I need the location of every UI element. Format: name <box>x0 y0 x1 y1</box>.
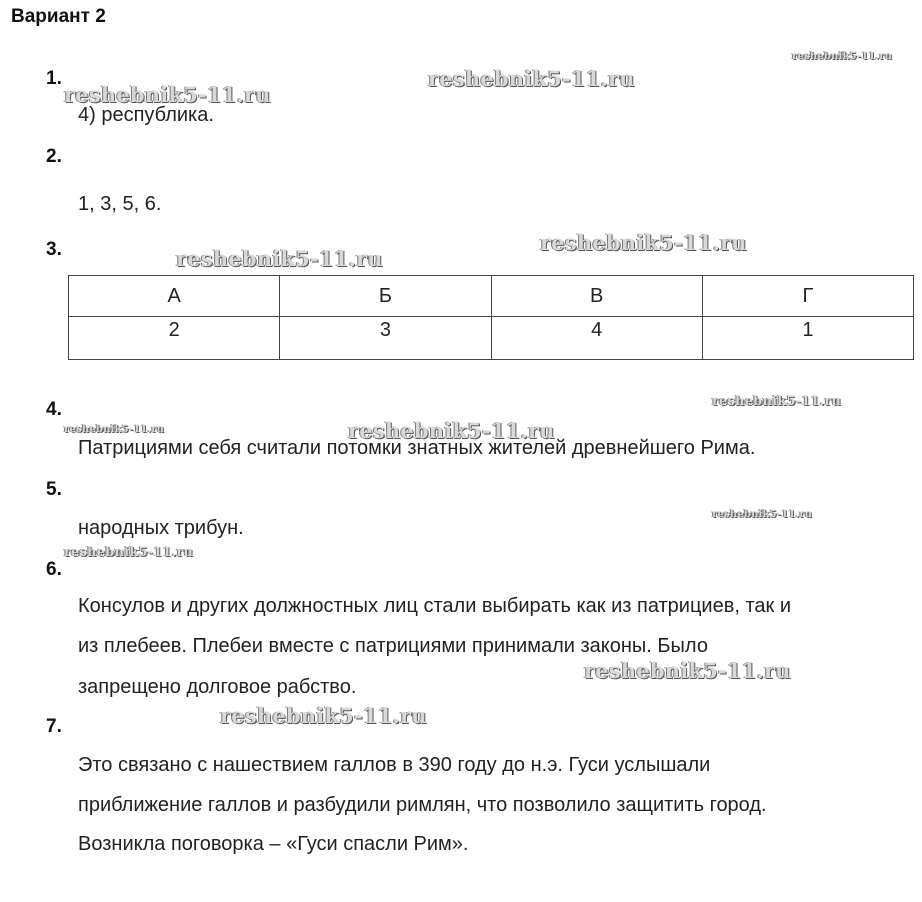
question-1-answer: 4) республика. <box>78 104 214 126</box>
question-7-answer-line: Возникла поговорка – «Гуси спасли Рим». <box>78 833 469 855</box>
answer-table <box>68 275 914 360</box>
question-5-answer: народных трибун. <box>78 517 244 539</box>
watermark: reshebnik5-11.ru <box>64 424 165 435</box>
watermark: reshebnik5-11.ru <box>712 509 813 520</box>
table-cell: 1 <box>702 317 913 360</box>
table-header-cell: В <box>491 276 702 317</box>
question-6-answer-line: из плебеев. Плебеи вместе с патрициями принимали законы. Было <box>78 635 708 657</box>
watermark: reshebnik5-11.ru <box>712 394 842 409</box>
question-1-number: 1. <box>46 68 62 89</box>
table-cell: 4 <box>491 317 702 360</box>
question-6-answer-line: запрещено долговое рабство. <box>78 676 357 698</box>
question-7-answer-line: Это связано с нашествием галлов в 390 году до н.э. Гуси услышали <box>78 754 711 776</box>
table-header-row <box>69 276 914 317</box>
question-7-number: 7. <box>46 716 62 737</box>
question-5-number: 5. <box>46 479 62 500</box>
watermark: reshebnik5-11.ru <box>64 545 194 560</box>
question-2-number: 2. <box>46 146 62 167</box>
question-7-answer-line: приближение галлов и разбудили римлян, что позволило защитить город. <box>78 794 767 816</box>
question-4-answer: Патрициями себя считали потомки знатных жителей древнейшего Рима. <box>78 437 756 459</box>
question-3-number: 3. <box>46 239 62 260</box>
watermark: reshebnik5-11.ru <box>584 658 791 683</box>
watermark: reshebnik5-11.ru <box>792 51 893 62</box>
watermark: reshebnik5-11.ru <box>64 82 271 107</box>
question-4-number: 4. <box>46 399 62 420</box>
watermark: reshebnik5-11.ru <box>540 230 747 255</box>
watermark: reshebnik5-11.ru <box>428 66 635 91</box>
table-header-cell: А <box>69 276 280 317</box>
table-cell: 3 <box>280 317 491 360</box>
question-2-answer: 1, 3, 5, 6. <box>78 193 162 215</box>
watermark: reshebnik5-11.ru <box>176 246 383 271</box>
table-header-cell: Б <box>280 276 491 317</box>
question-6-answer-line: Консулов и других должностных лиц стали выбирать как из патрициев, так и <box>78 595 791 617</box>
table-header-cell: Г <box>702 276 913 317</box>
question-6-number: 6. <box>46 559 62 580</box>
table-row <box>69 317 914 360</box>
watermark: reshebnik5-11.ru <box>220 703 427 728</box>
page-title: Вариант 2 <box>11 6 106 27</box>
table-cell: 2 <box>69 317 280 360</box>
watermark: reshebnik5-11.ru <box>348 418 555 443</box>
